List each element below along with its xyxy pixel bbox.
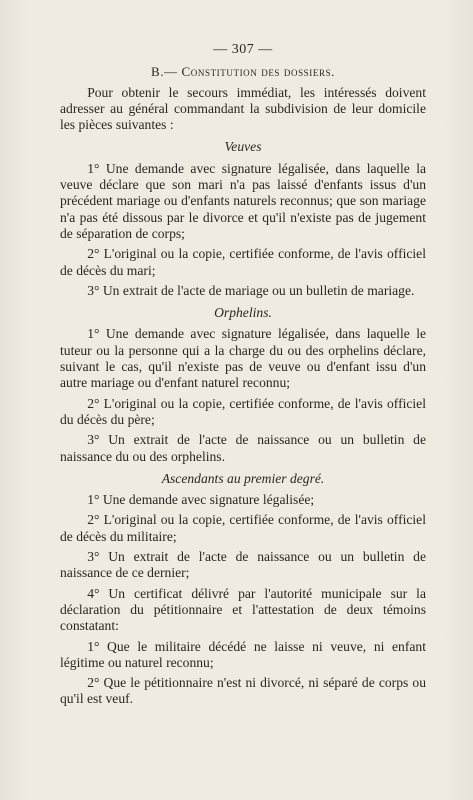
ascendants-item-1: 1° Une demande avec signature légalisée; [87,492,315,508]
veuves-item-2: 2° L'original ou la copie, certifiée conforme, de l'avis officiel de décès du mari; [60,246,426,278]
orphelins-item-1: 1° Une demande avec signature légalisée, dans laquelle le tuteur ou la personne qui a la charge du ou des orphelins déclare, suivant le cas, qu'il n'existe pas de veuve ou d'enfant issu d'un autre mariage ou d'enfant naturel reconnu; [60,326,426,391]
ascendants-item-4: 4° Un certificat délivré par l'autorité municipale sur la déclaration du pétitionnaire et l'attestation de deux témoins constatant: [60,585,426,634]
section-title-text: B.— Constitution des dossiers. [150,64,336,80]
heading-veuves: Veuves [224,139,262,155]
ascendants-item-2: 2° L'original ou la copie, certifiée conforme, de l'avis officiel de décès du militaire; [60,512,426,544]
page-text [60,42,426,712]
page-number: — 307 — [213,42,273,57]
section-title [60,64,426,80]
ascendants-item-3: 3° Un extrait de l'acte de naissance ou un bulletin de naissance de ce dernier; [60,549,426,581]
ascendants-subitem-1: 1° Que le militaire décédé ne laisse ni veuve, ni enfant légitime ou naturel reconnu; [60,638,426,670]
heading-orphelins: Orphelins. [214,305,272,321]
veuves-item-3: 3° Un extrait de l'acte de mariage ou un bulletin de mariage. [87,282,415,298]
veuves-item-1: 1° Une demande avec signature légalisée, dans laquelle la veuve déclare que son mari n'a pas laissé d'enfants issus d'un précédent mariage ou d'enfants naturels reconnus; que son mariage n'a pas été dissous par le divorce et qu'il n'existe pas de jugement de séparation de corps; [60,160,426,241]
intro-paragraph: Pour obtenir le secours immédiat, les intéressés doivent adresser au général commandant la subdivision de leur domicile les pièces suivantes : [60,84,426,133]
ascendants-subitem-2: 2° Que le pétitionnaire n'est ni divorcé, ni séparé de corps ou qu'il est veuf. [60,675,426,707]
orphelins-item-2: 2° L'original ou la copie, certifiée conforme, de l'avis officiel du décès du père; [60,395,426,427]
orphelins-item-3: 3° Un extrait de l'acte de naissance ou un bulletin de naissance du ou des orphelins. [60,432,426,464]
heading-ascendants: Ascendants au premier degré. [161,470,325,486]
